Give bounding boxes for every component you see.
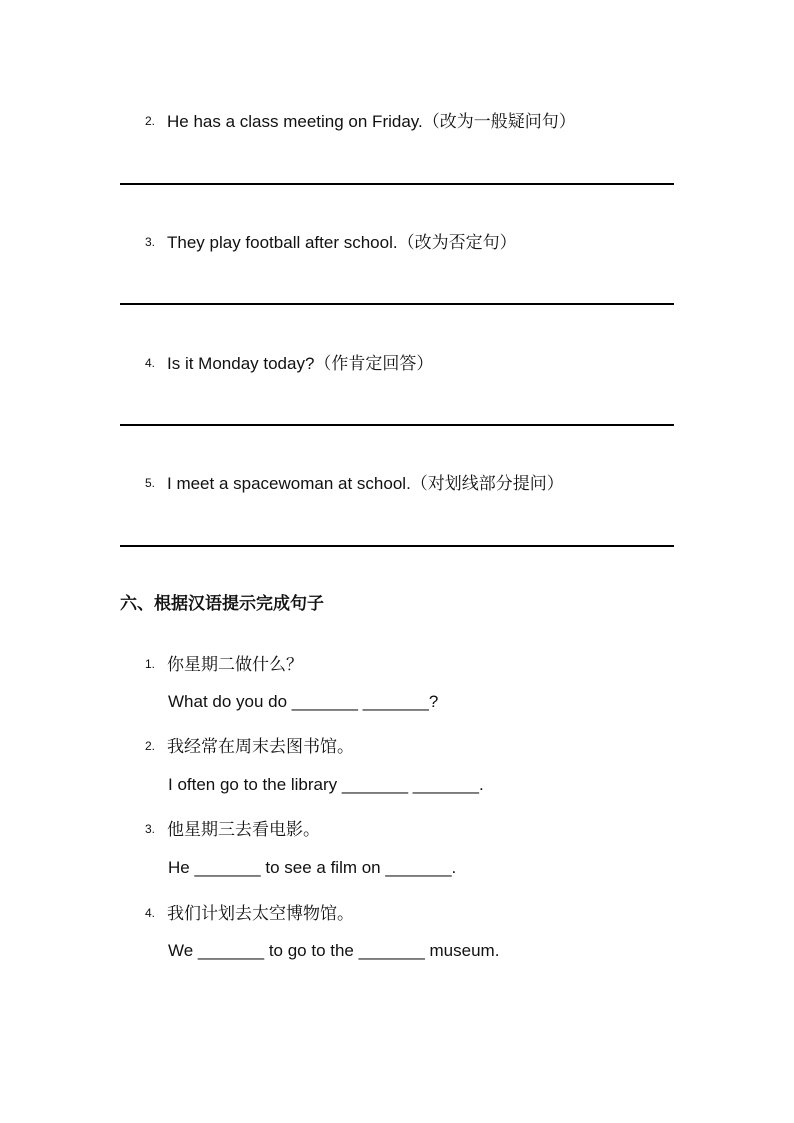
item-number: 1.: [145, 657, 156, 671]
section6-item-1: [145, 650, 303, 675]
section6-item-4: [145, 899, 354, 924]
question-text: I meet a spacewoman at school.（对划线部分提问）: [167, 474, 564, 493]
answer-line: [120, 545, 674, 547]
item-english-sentence: We _______ to go to the _______ museum.: [168, 941, 500, 960]
item-english-sentence: I often go to the library _______ _______.: [168, 775, 484, 794]
section6-item-2: [145, 732, 354, 757]
question-3: [145, 228, 517, 253]
section-title: 六、根据汉语提示完成句子: [120, 594, 324, 613]
item-english-sentence: He _______ to see a film on _______.: [168, 858, 457, 877]
item-chinese: 他星期三去看电影。: [167, 820, 320, 839]
question-text: Is it Monday today?（作肯定回答）: [167, 354, 434, 373]
question-text: They play football after school.（改为否定句）: [167, 233, 517, 252]
answer-line: [120, 424, 674, 426]
item-number: 2.: [145, 739, 156, 753]
question-number: 2.: [145, 114, 156, 128]
answer-line: [120, 303, 674, 305]
question-text: He has a class meeting on Friday.（改为一般疑问句）: [167, 112, 576, 131]
item-chinese: 我经常在周末去图书馆。: [167, 737, 354, 756]
question-number: 4.: [145, 356, 156, 370]
question-2: [145, 107, 576, 132]
item-chinese: 我们计划去太空博物馆。: [167, 904, 354, 923]
answer-line: [120, 183, 674, 185]
question-number: 5.: [145, 476, 156, 490]
item-number: 4.: [145, 906, 156, 920]
section6-item-3: [145, 815, 320, 840]
question-5: [145, 469, 564, 494]
question-4: [145, 349, 433, 374]
item-chinese: 你星期二做什么？: [167, 655, 303, 674]
question-number: 3.: [145, 235, 156, 249]
item-number: 3.: [145, 822, 156, 836]
item-english-sentence: What do you do _______ _______?: [168, 692, 439, 711]
